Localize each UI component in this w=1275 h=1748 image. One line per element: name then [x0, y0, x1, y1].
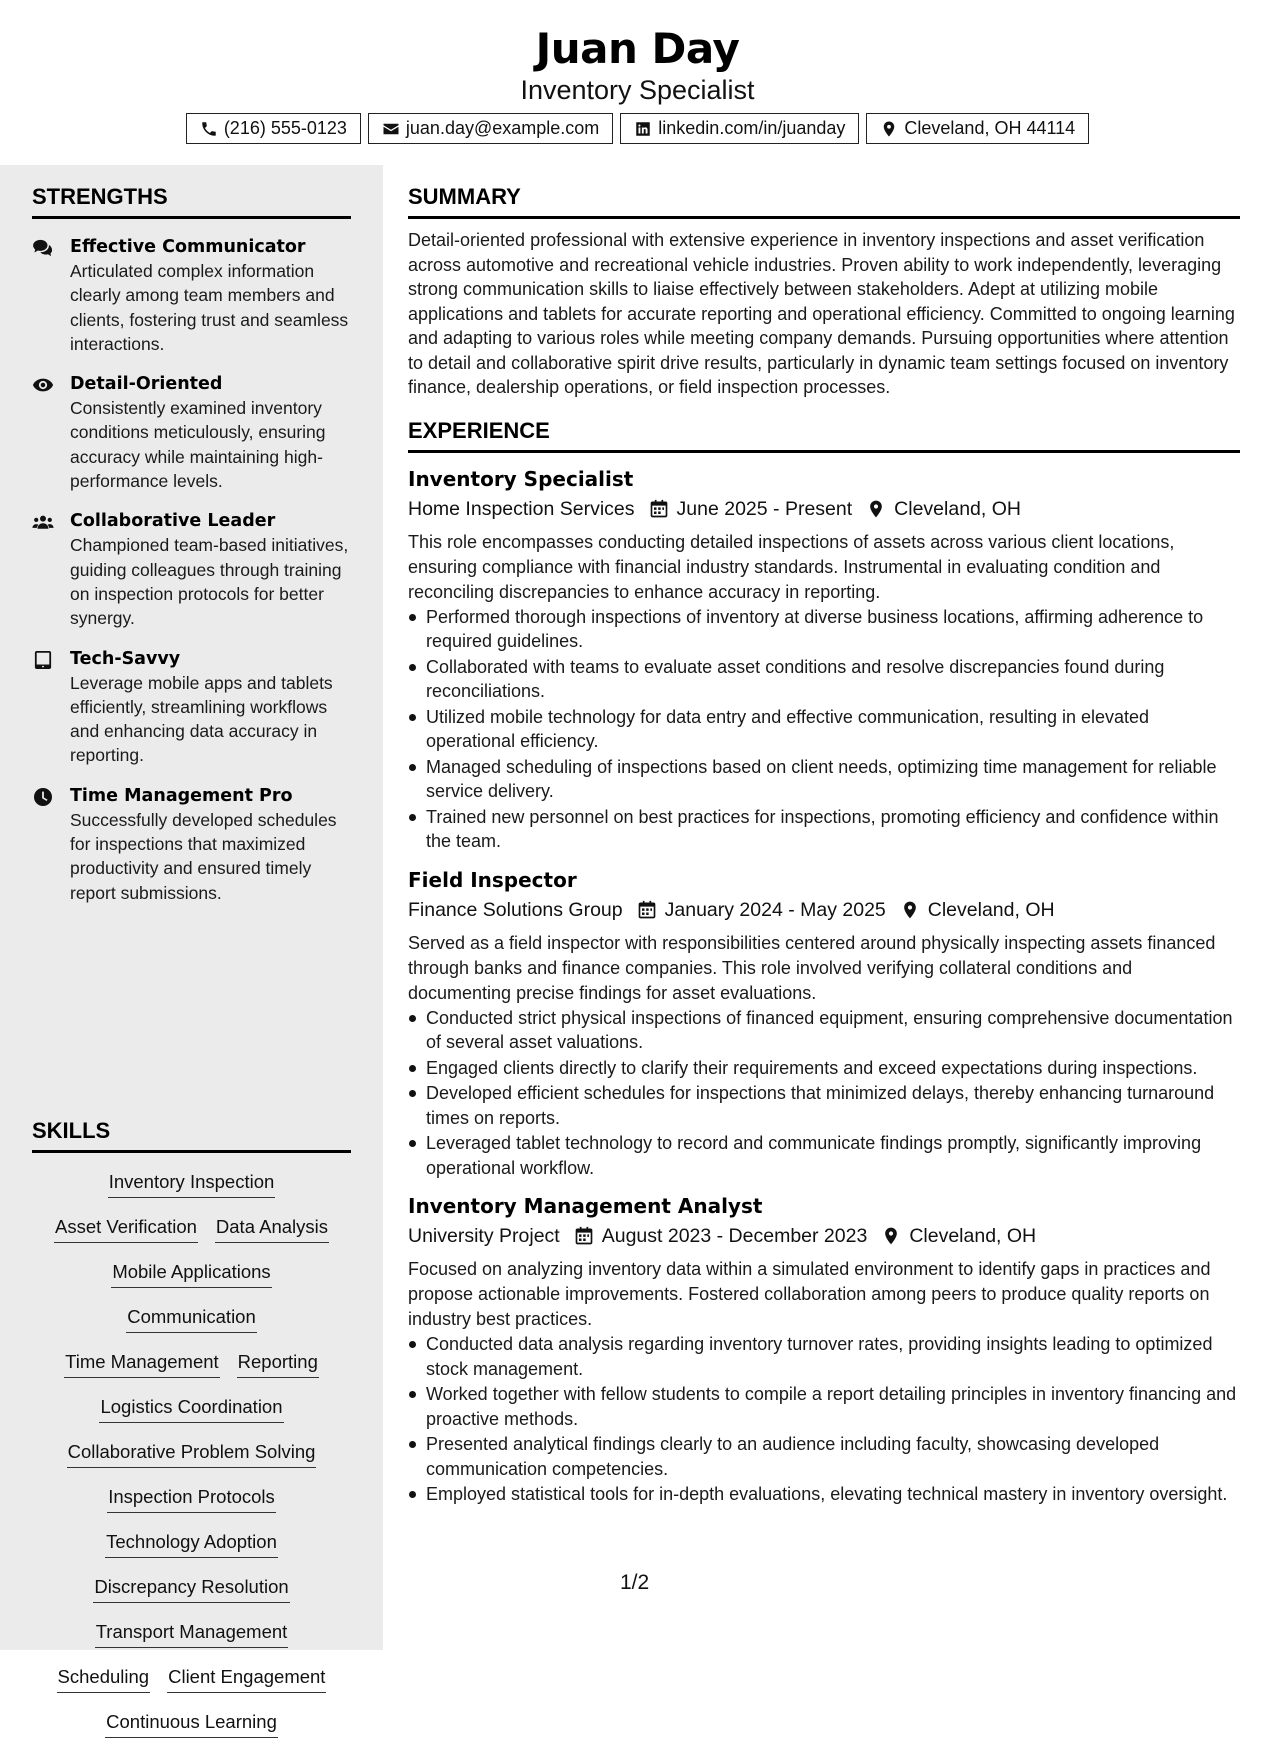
tablet-icon: [32, 647, 56, 768]
bullet-item: Conducted data analysis regarding inventory turnover rates, providing insights leading to optimized stock management.: [408, 1332, 1240, 1381]
contact-location[interactable]: [866, 113, 1089, 144]
strength-description: Successfully developed schedules for inspections that maximized productivity and ensured timely report submissions.: [70, 809, 337, 903]
location-pin-icon: [880, 120, 898, 138]
job-company: Home Inspection Services: [408, 497, 635, 520]
bullet-item: Presented analytical findings clearly to an audience including faculty, showcasing developed communication competencies.: [408, 1432, 1240, 1481]
summary-section: [408, 184, 1240, 400]
users-icon: [32, 509, 56, 630]
strength-description: Consistently examined inventory conditions meticulously, ensuring accuracy while maintaining high-performance levels.: [70, 398, 326, 492]
job-dates: June 2025 - Present: [676, 497, 853, 520]
location-pin-icon: [867, 1226, 909, 1246]
contact-phone[interactable]: [186, 113, 361, 144]
contact-email-text: juan.day@example.com: [405, 118, 600, 138]
job-entry: [408, 867, 1240, 1181]
candidate-title: Inventory Specialist: [520, 75, 755, 105]
job-company: Finance Solutions Group: [408, 898, 623, 921]
main-content: [408, 165, 1240, 1508]
skill-tag: Asset Verification: [54, 1214, 198, 1243]
skill-tag: Inspection Protocols: [107, 1484, 276, 1513]
skill-tag: Continuous Learning: [105, 1709, 278, 1738]
job-entry: [408, 466, 1240, 854]
candidate-name: Juan Day: [535, 24, 740, 73]
strength-title: Collaborative Leader: [70, 511, 276, 532]
skill-tag: Mobile Applications: [111, 1259, 271, 1288]
job-description: Focused on analyzing inventory data within a simulated environment to identify gaps in practices and propose actionable improvements. Fostered collaboration among peers to produce quality reports on industry best practices.: [408, 1259, 1211, 1329]
job-bullets: [408, 605, 1240, 854]
strength-item: [32, 372, 351, 493]
calendar-icon: [560, 1226, 602, 1246]
eye-icon: [32, 372, 56, 493]
job-title: Inventory Specialist: [408, 466, 634, 491]
job-description: Served as a field inspector with responsibilities centered around physically inspecting assets financed through banks and finance companies. This role involved verifying collateral conditions and documenting precise findings for asset evaluations.: [408, 932, 1216, 1003]
job-description: This role encompasses conducting detailed inspections of assets across various client locations, ensuring compliance with financial industry standards. Instrumental in evaluating condition and reconciling discrepancies to enhance accuracy in reporting.: [408, 531, 1175, 602]
skill-tag: Reporting: [237, 1349, 319, 1378]
job-meta: [408, 895, 1240, 925]
comments-icon: [32, 235, 56, 356]
strength-description: Leverage mobile apps and tablets efficiently, streamlining workflows and enhancing data accuracy in reporting.: [70, 672, 333, 766]
strength-item: [32, 235, 351, 356]
bullet-item: Managed scheduling of inspections based on client needs, optimizing time management for reliable service delivery.: [408, 755, 1240, 804]
bullet-item: Utilized mobile technology for data entry and effective communication, resulting in elevated operational efficiency.: [408, 705, 1240, 754]
job-title: Field Inspector: [408, 867, 577, 892]
contact-phone-text: (216) 555-0123: [223, 118, 347, 138]
strength-item: [32, 784, 351, 905]
linkedin-icon: [634, 120, 652, 138]
bullet-item: Performed thorough inspections of inventory at diverse business locations, affirming adherence to required guidelines.: [408, 605, 1240, 654]
experience-section: [408, 418, 1240, 1507]
job-dates: January 2024 - May 2025: [664, 898, 886, 921]
bullet-item: Conducted strict physical inspections of financed equipment, ensuring comprehensive documentation of several asset valuations.: [408, 1006, 1240, 1055]
skill-tag: Logistics Coordination: [99, 1394, 283, 1423]
strength-title: Time Management Pro: [70, 785, 293, 806]
envelope-icon: [382, 120, 400, 138]
job-bullets: [408, 1332, 1240, 1507]
summary-text: Detail-oriented professional with extensive experience in inventory inspections and asset verification across automotive and recreational vehicle industries. Proven ability to work independently, leveraging strong communication skills to liaise effectively between stakeholders. Adept at utilizing mobile applications and tablets for accurate reporting and operational efficiency. Committed to ongoing learning and adapting to various roles while meeting company demands. Pursuing opportunities where attention to detail and collaborative spirit drive results, particularly in dynamic team settings focused on inventory finance, dealership operations, or field inspection processes.: [408, 230, 1235, 397]
job-dates: August 2023 - December 2023: [601, 1225, 868, 1247]
resume-header: [0, 0, 1275, 165]
skill-tag: Technology Adoption: [105, 1529, 278, 1558]
strength-description: Articulated complex information clearly among team members and clients, fostering trust and seamless interactions.: [70, 261, 349, 354]
location-pin-icon: [852, 499, 894, 519]
bullet-item: Worked together with fellow students to compile a report detailing principles in inventory financing and proactive methods.: [408, 1382, 1240, 1431]
job-meta: [408, 1221, 1240, 1251]
bullet-item: Employed statistical tools for in-depth evaluations, elevating technical mastery in inventory oversight.: [408, 1482, 1240, 1507]
strength-title: Tech-Savvy: [70, 648, 181, 669]
strength-title: Effective Communicator: [70, 237, 306, 257]
skills-section: [32, 1118, 351, 1748]
skill-tag: Client Engagement: [167, 1664, 326, 1693]
job-company: University Project: [408, 1225, 560, 1247]
job-entry: [408, 1193, 1240, 1507]
bullet-item: Engaged clients directly to clarify their requirements and exceed expectations during inspections.: [408, 1056, 1240, 1081]
job-location: Cleveland, OH: [894, 497, 1021, 520]
strength-description: Championed team-based initiatives, guiding colleagues through training on inspection protocols for better synergy.: [70, 535, 349, 629]
bullet-item: Developed efficient schedules for inspections that minimized delays, thereby enhancing turnaround times on reports.: [408, 1081, 1240, 1130]
job-title: Inventory Management Analyst: [408, 1194, 763, 1218]
contact-email[interactable]: [368, 113, 613, 144]
skill-tag: Collaborative Problem Solving: [67, 1439, 317, 1468]
strength-item: [32, 647, 351, 768]
bullet-item: Collaborated with teams to evaluate asset conditions and resolve discrepancies found during reconciliations.: [408, 655, 1240, 704]
skill-tag: Communication: [126, 1304, 257, 1333]
calendar-icon: [623, 900, 665, 920]
job-location: Cleveland, OH: [909, 1225, 1037, 1247]
skills-list: [32, 1163, 351, 1748]
strengths-heading: STRENGTHS: [32, 184, 351, 219]
clock-icon: [32, 784, 56, 905]
phone-icon: [200, 120, 218, 138]
calendar-icon: [635, 499, 677, 519]
bullet-item: Leveraged tablet technology to record and communicate findings promptly, significantly improving operational workflow.: [408, 1131, 1240, 1180]
experience-heading: EXPERIENCE: [408, 418, 1240, 453]
skill-tag: Transport Management: [95, 1619, 289, 1648]
job-bullets: [408, 1006, 1240, 1181]
job-location: Cleveland, OH: [927, 898, 1055, 921]
job-meta: [408, 494, 1240, 524]
contact-linkedin[interactable]: [620, 113, 859, 144]
skill-tag: Data Analysis: [215, 1214, 329, 1243]
contact-bar: [0, 113, 1275, 144]
skills-heading: SKILLS: [32, 1118, 351, 1153]
summary-heading: SUMMARY: [408, 184, 1240, 219]
skill-tag: Discrepancy Resolution: [93, 1574, 289, 1603]
skill-tag: Scheduling: [57, 1664, 151, 1693]
strengths-section: [32, 184, 351, 905]
skill-tag: Time Management: [64, 1349, 220, 1378]
skill-tag: Inventory Inspection: [108, 1169, 276, 1198]
sidebar: [0, 165, 383, 1732]
location-pin-icon: [886, 900, 928, 920]
page-number: 1/2: [620, 1571, 650, 1594]
strength-title: Detail-Oriented: [70, 374, 223, 395]
contact-linkedin-text: linkedin.com/in/juanday: [658, 118, 846, 138]
contact-location-text: Cleveland, OH 44114: [904, 118, 1076, 138]
strength-item: [32, 509, 351, 630]
bullet-item: Trained new personnel on best practices for inspections, promoting efficiency and confidence within the team.: [408, 805, 1240, 854]
